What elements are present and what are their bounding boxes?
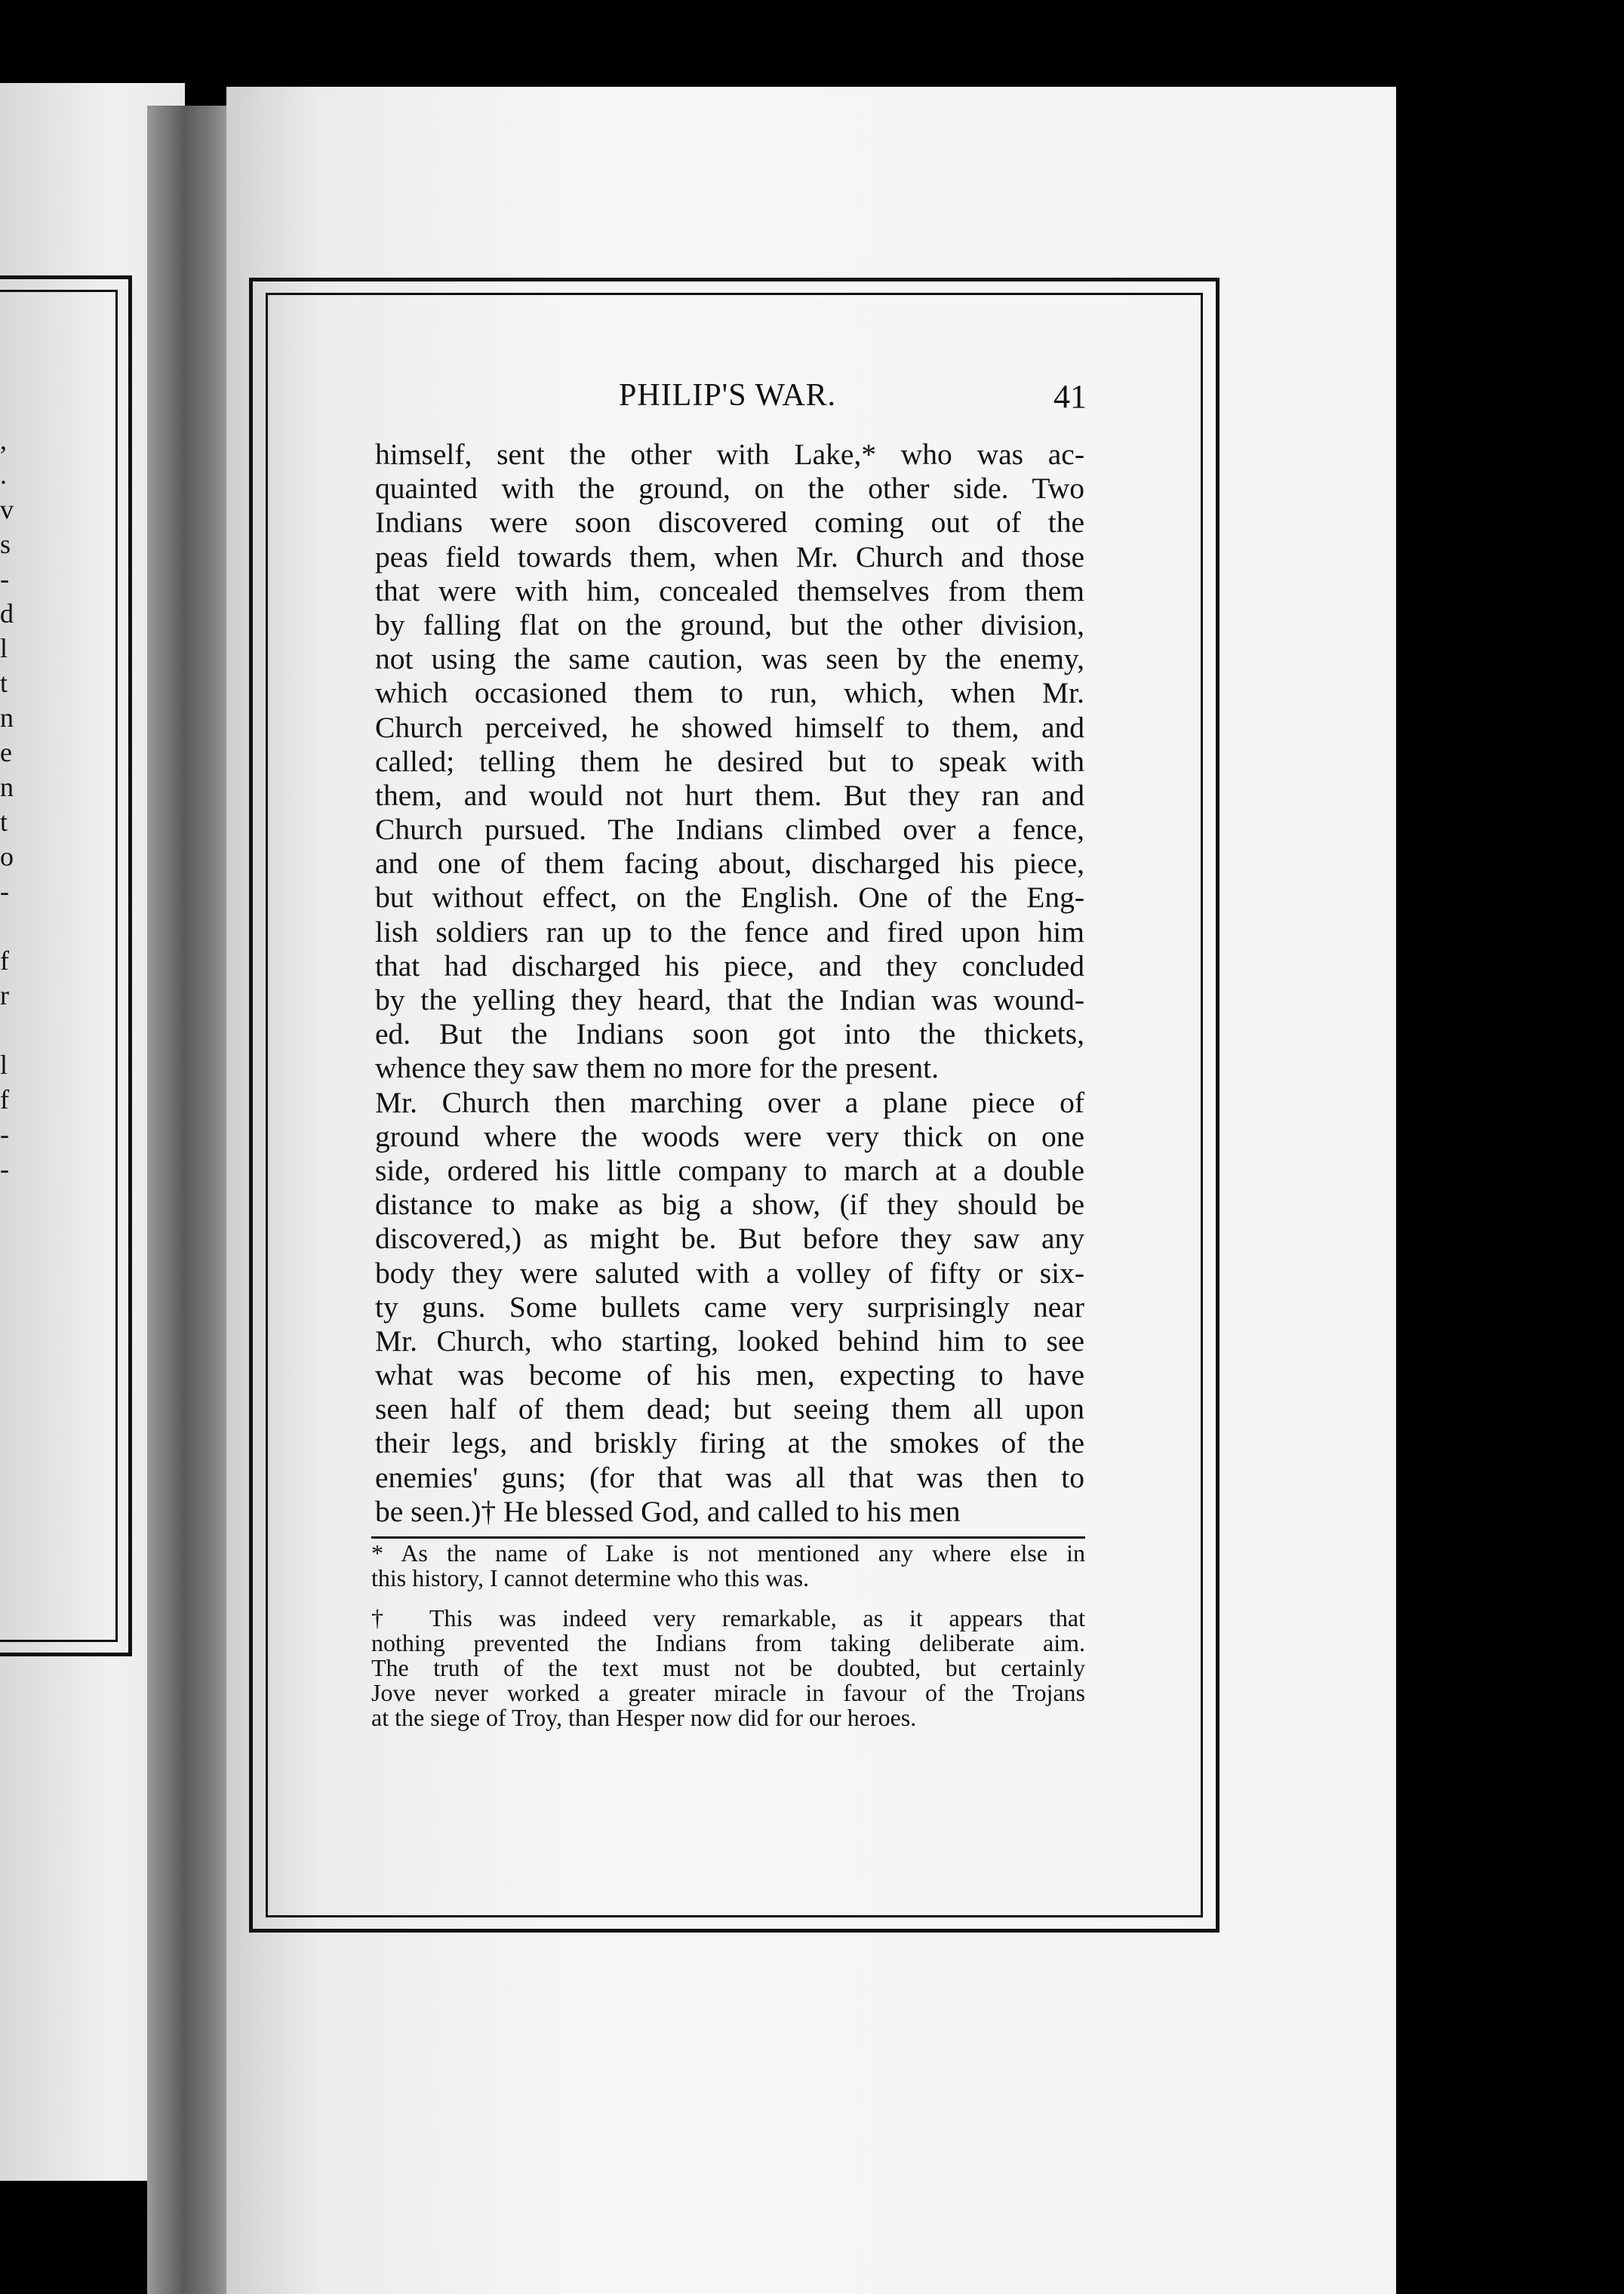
margin-letter (0, 1256, 23, 1290)
margin-letter: r (0, 980, 9, 1010)
text-line: that had discharged his piece, and they concluded (375, 949, 1084, 982)
margin-letter: t (0, 668, 8, 698)
margin-letter: - (0, 1154, 9, 1184)
text-line: quainted with the ground, on the other side. Two (375, 472, 1084, 506)
margin-letter (0, 1186, 23, 1221)
margin-letter: o (0, 841, 14, 872)
text-line: body they were saluted with a volley of fifty or six- (375, 1256, 1084, 1290)
footnote-line: The truth of the text must not be doubted, but certainly (371, 1654, 1085, 1681)
footnote-lake (371, 1541, 1085, 1591)
text-line: ground where the woods were very thick on one (375, 1119, 1084, 1153)
margin-letter: v (0, 494, 14, 524)
running-head: PHILIP'S WAR. (619, 378, 837, 413)
margin-letter: , (0, 425, 7, 455)
text-line: their legs, and briskly firing at the smokes of the (375, 1426, 1084, 1460)
text-line: ed. But the Indians soon got into the thickets, (375, 1017, 1084, 1051)
margin-letter: t (0, 807, 8, 837)
text-line: but without effect, on the English. One of the Eng- (375, 881, 1084, 915)
footnote-line: nothing prevented the Indians from taking deliberate aim. (371, 1629, 1085, 1656)
text-line: Mr. Church then marching over a plane piece of (375, 1085, 1084, 1119)
page-number: 41 (1053, 378, 1087, 415)
text-line: ty guns. Some bullets came very surprisingly near (375, 1290, 1084, 1324)
text-line: them, and would not hurt them. But they ran and (375, 778, 1084, 812)
footnote-line: at the siege of Troy, than Hesper now did for our heroes. (371, 1704, 917, 1731)
margin-letter: n (0, 703, 14, 733)
text-line: be seen.)† He blessed God, and called to his men (375, 1494, 961, 1528)
text-line: and one of them facing about, discharged his piece, (375, 847, 1084, 881)
margin-letter: - (0, 1119, 9, 1149)
text-line: that were with him, concealed themselves from them (375, 574, 1084, 607)
text-line: discovered,) as might be. But before they saw any (375, 1222, 1084, 1256)
left-page-margin-text (0, 423, 23, 1325)
margin-letter: - (0, 564, 9, 594)
page-header (370, 377, 1087, 423)
footnote-miracle (371, 1606, 1085, 1730)
margin-letter: n (0, 772, 14, 802)
text-line: peas field towards them, when Mr. Church and those (375, 540, 1084, 574)
margin-letter: l (0, 633, 8, 663)
margin-letter: . (0, 460, 7, 490)
text-line: whence they saw them no more for the present. (375, 1051, 939, 1085)
footnote-line: Jove never worked a greater miracle in favour of the Trojans (371, 1679, 1085, 1706)
footnote-rule (371, 1536, 1085, 1539)
text-line: Indians were soon discovered coming out of the (375, 506, 1084, 540)
text-line: by falling flat on the ground, but the other division, (375, 607, 1084, 641)
text-line: what was become of his men, expecting to have (375, 1358, 1084, 1392)
text-line: which occasioned them to run, which, when Mr. (375, 676, 1084, 710)
text-line: distance to make as big a show, (if they should be (375, 1188, 1084, 1222)
text-line: seen half of them dead; but seeing them all upon (375, 1392, 1084, 1426)
text-line: Church perceived, he showed himself to them, and (375, 710, 1084, 744)
text-line: not using the same caution, was seen by the enemy, (375, 642, 1084, 676)
text-line: lish soldiers ran up to the fence and fired upon him (375, 915, 1084, 949)
footnote-line: † This was indeed very remarkable, as it appears that (371, 1604, 1085, 1631)
text-line: himself, sent the other with Lake,* who was ac- (375, 438, 1084, 471)
text-line: enemies' guns; (for that was all that was then to (375, 1460, 1084, 1494)
margin-letter: f (0, 1084, 9, 1115)
margin-letter: - (0, 876, 9, 906)
footnote-line: * As the name of Lake is not mentioned any where else in (371, 1539, 1085, 1567)
body-text (375, 438, 1084, 1529)
text-line: side, ordered his little company to march at a double (375, 1153, 1084, 1187)
text-line: by the yelling they heard, that the Indian was wound- (375, 983, 1084, 1016)
margin-letter (0, 909, 23, 943)
margin-letter: f (0, 946, 9, 976)
margin-letter: l (0, 1050, 8, 1080)
margin-letter (0, 1221, 23, 1256)
margin-letter (0, 1013, 23, 1047)
margin-letter: s (0, 529, 11, 559)
margin-letter: d (0, 598, 14, 629)
text-line: called; telling them he desired but to speak with (375, 744, 1084, 778)
footnote-line: this history, I cannot determine who this was. (371, 1564, 810, 1591)
margin-letter (0, 1290, 23, 1325)
text-line: Mr. Church, who starting, looked behind him to see (375, 1324, 1084, 1358)
margin-letter: e (0, 737, 12, 767)
footnotes (371, 1541, 1085, 1730)
text-line: Church pursued. The Indians climbed over a fence, (375, 813, 1084, 847)
